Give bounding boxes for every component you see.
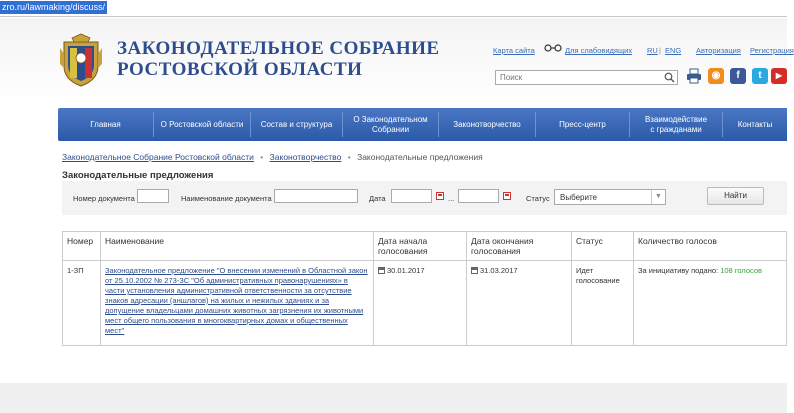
nav-item-rostov-region[interactable]: О Ростовской области — [160, 119, 244, 129]
doc-number-label: Номер документа — [73, 194, 135, 203]
row-end-date: 31.03.2017 — [480, 266, 518, 275]
row-number: 1-ЗП — [63, 261, 101, 346]
chevron-down-icon[interactable]: ▼ — [651, 190, 665, 204]
nav-item-home[interactable]: Главная — [90, 119, 121, 129]
doc-name-input[interactable] — [274, 189, 358, 203]
column-header-name: Наименование — [101, 232, 374, 261]
site-title-line2: РОСТОВСКОЙ ОБЛАСТИ — [117, 59, 363, 80]
facebook-icon[interactable]: f — [730, 68, 746, 84]
nav-item-press-center[interactable]: Пресс-центр — [559, 119, 606, 129]
row-start-date: 30.01.2017 — [387, 266, 425, 275]
column-header-end-date: Дата окончания голосования — [467, 232, 572, 261]
url-text[interactable]: zro.ru/lawmaking/discuss/ — [2, 2, 106, 12]
login-link[interactable]: Авторизация — [696, 46, 741, 55]
rss-icon[interactable]: ◉ — [708, 68, 724, 84]
lang-ru-link[interactable]: RU — [647, 46, 658, 55]
breadcrumb-lawmaking-link[interactable]: Законотворчество — [269, 152, 342, 162]
calendar-icon — [378, 267, 385, 274]
status-select-value: Выберите — [560, 193, 597, 202]
print-icon[interactable] — [686, 68, 702, 84]
column-header-votes: Количество голосов — [634, 232, 787, 261]
results-table — [62, 231, 787, 346]
register-link[interactable]: Регистрация — [750, 46, 794, 55]
site-title[interactable] — [117, 38, 440, 80]
nav-item-contacts[interactable]: Контакты — [737, 119, 773, 129]
column-header-number: Номер — [63, 232, 101, 261]
row-status: Идет голосование — [572, 261, 634, 346]
nav-item-structure[interactable]: Состав и структура — [260, 119, 333, 129]
nav-item-citizens[interactable]: Взаимодействие с гражданами — [644, 114, 708, 134]
proposal-link[interactable]: Законодательное предложение "О внесении изменений в Областной закон от 25.10.2002 № 273-ЗС "Об административных правонарушениях» в части установления административной ответственности за отсутствие знаков адресации (аншлагов) на жилых и нежилых зданиях и за допущение владельцами домашних животных загрязнения их животными мест общего пользования в многоквартирных домах и общественных мест" — [105, 266, 368, 335]
breadcrumb-separator: • — [347, 152, 351, 162]
doc-name-label: Наименование документа — [181, 194, 272, 203]
table-row — [63, 261, 787, 346]
breadcrumb-separator: • — [260, 152, 264, 162]
search-input[interactable] — [495, 70, 678, 85]
calendar-icon[interactable] — [436, 192, 444, 200]
date-range-separator: ... — [448, 194, 455, 203]
nav-item-lawmaking[interactable]: Законотворчество — [453, 119, 521, 129]
date-to-input[interactable] — [458, 189, 499, 203]
window-bottom-area — [0, 383, 787, 413]
date-label: Дата — [369, 194, 386, 203]
calendar-icon — [471, 267, 478, 274]
calendar-icon[interactable] — [503, 192, 511, 200]
row-start-date-cell — [374, 261, 467, 346]
status-label: Статус — [526, 194, 550, 203]
breadcrumb — [62, 152, 483, 162]
find-button[interactable]: Найти — [707, 187, 764, 205]
browser-address-bar[interactable] — [0, 0, 787, 17]
twitter-icon[interactable]: t — [752, 68, 768, 84]
column-header-start-date: Дата начала голосования — [374, 232, 467, 261]
main-nav — [58, 108, 787, 141]
nav-item-about-assembly[interactable]: О Законодательном Собрании — [353, 114, 428, 134]
search-icon[interactable] — [664, 72, 675, 83]
breadcrumb-home-link[interactable]: Законодательное Собрание Ростовской области — [62, 152, 254, 162]
table-header-row — [63, 232, 787, 261]
votes-prefix: За инициативу подано: — [638, 266, 719, 275]
glasses-icon[interactable] — [544, 44, 562, 55]
column-header-status: Статус — [572, 232, 634, 261]
date-from-input[interactable] — [391, 189, 432, 203]
breadcrumb-current: Законодательные предложения — [357, 152, 483, 162]
lang-separator: | — [659, 46, 661, 55]
coat-of-arms-icon[interactable] — [58, 34, 104, 88]
row-name-cell — [101, 261, 374, 346]
youtube-icon[interactable]: ▶ — [771, 68, 787, 84]
page-title: Законодательные предложения — [62, 170, 214, 181]
page — [0, 18, 794, 383]
row-end-date-cell — [467, 261, 572, 346]
status-select[interactable] — [554, 189, 666, 205]
doc-number-input[interactable] — [137, 189, 169, 203]
low-vision-link[interactable]: Для слабовидящих — [565, 46, 633, 55]
votes-count: 108 голосов — [720, 266, 762, 275]
filter-bar — [62, 181, 787, 215]
sitemap-link[interactable]: Карта сайта — [493, 46, 535, 55]
lang-en-link[interactable]: ENG — [665, 46, 682, 55]
row-votes-cell — [634, 261, 787, 346]
site-title-line1: ЗАКОНОДАТЕЛЬНОЕ СОБРАНИЕ — [117, 38, 440, 59]
